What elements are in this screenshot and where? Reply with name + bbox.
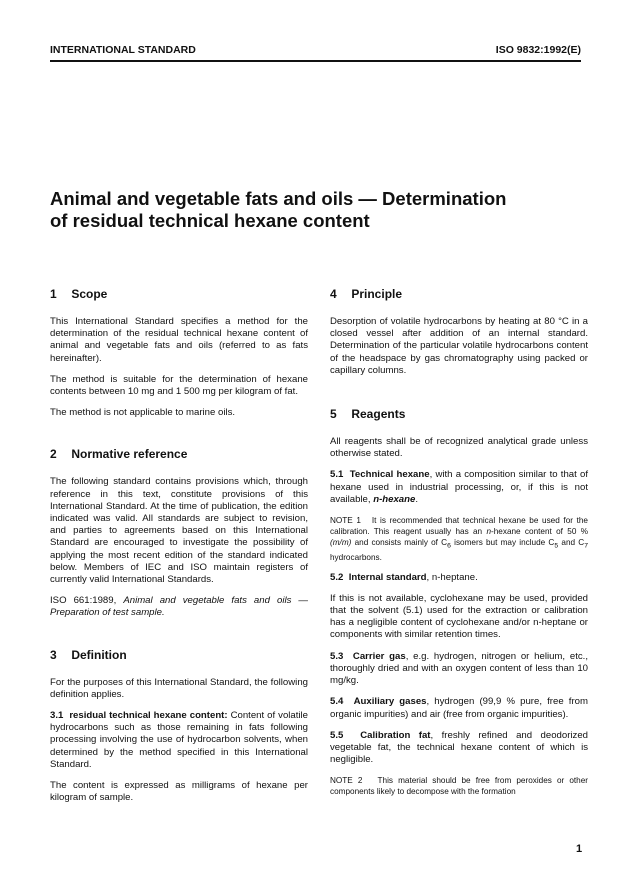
section-heading-reagents <box>330 406 588 422</box>
section-heading-principle <box>330 286 588 302</box>
reagent-5-1: 5.1 Technical hexane, with a composition similar to that of hexane used in industrial processing, or, if this is not available, n-hexane. <box>330 469 588 505</box>
document-title <box>50 188 590 232</box>
reagents-intro: All reagents shall be of recognized analytical grade unless otherwise stated. <box>330 436 588 460</box>
note-text: hydrocarbons. <box>330 552 382 562</box>
reagent-name: Auxiliary gases <box>353 696 427 708</box>
reagent-description: , hydrogen (99,9 % pure, free from organic impurities) and air (free from organic impurities). <box>330 696 588 720</box>
section-title: Scope <box>71 287 108 301</box>
scope-paragraph-3: The method is not applicable to marine oils. <box>50 407 236 419</box>
note-1 <box>330 515 588 563</box>
header-standard-type: INTERNATIONAL STANDARD <box>50 44 196 56</box>
clause-number: 5.2 <box>330 571 344 583</box>
note-text: (m/m) <box>330 538 352 548</box>
clause-number: 5.5 <box>330 729 344 741</box>
definition-intro: For the purposes of this International Standard, the following definition applies. <box>50 676 308 700</box>
section-number: 5 <box>330 407 337 422</box>
section-number: 1 <box>50 287 57 301</box>
reagent-5-3 <box>330 651 588 688</box>
section-heading-normative <box>50 446 308 462</box>
running-header <box>50 42 581 62</box>
reagent-name: Technical hexane <box>349 469 430 481</box>
normative-paragraph: The following standard contains provisions which, through reference in this text, constitute provisions of this International Standard. At the time of publication, the edition indicated was valid. All standards are subject to revision, and parties to agreements based on this International Standard are encouraged to investigate the possibility of applying the most recent edition of the standard indicated below. Members of IEC and ISO maintain registers of currently valid International Standards. <box>50 476 308 586</box>
section-title: Definition <box>71 647 127 662</box>
section-number: 4 <box>330 287 337 301</box>
section-title: Normative reference <box>71 447 188 462</box>
reagent-description: , e.g. hydrogen, nitrogen or helium, etc., thoroughly dried and with an oxygen content of less than 10 mg/kg. <box>330 650 588 687</box>
reference-id: ISO 661:1989, <box>50 595 117 607</box>
normative-reference-entry <box>50 595 308 619</box>
reagent-name: Calibration fat <box>360 729 431 741</box>
reagent-5-5 <box>330 730 588 767</box>
right-column <box>330 286 588 806</box>
clause-number: 5.3 <box>330 650 344 662</box>
reagent-5-4 <box>330 696 588 720</box>
note-text: n <box>486 527 492 537</box>
note-subscript: 6 <box>447 542 451 550</box>
note-subscript: 7 <box>584 542 588 550</box>
note-label: NOTE 1 <box>330 516 361 526</box>
note-2 <box>330 775 588 797</box>
title-line-1: Animal and vegetable fats and oils — Determination <box>50 188 507 209</box>
note-text: and consists mainly of C <box>354 538 448 548</box>
principle-paragraph: Desorption of volatile hydrocarbons by heating at 80 °C in a closed vessel after addition of an internal standard. Determination of the particular volatile hydrocarbons content of the headspace by gas chromatography using packed or capillary columns. <box>330 316 588 376</box>
scope-paragraph-1: This International Standard specifies a method for the determination of the residual technical hexane content of animal and vegetable fats and oils (referred to as fats hereinafter). <box>50 316 308 364</box>
note-text: This material should be free from peroxides or other components likely to decompose with the formation <box>330 776 588 797</box>
note-text: -hexane content of 50 % <box>491 527 588 537</box>
section-title: Reagents <box>351 407 406 422</box>
definition-unit-note: The content is expressed as milligrams of hexane per kilogram of sample. <box>50 780 308 804</box>
reagent-description: n-heptane. <box>431 571 478 583</box>
title-line-2: of residual technical hexane content <box>50 210 370 231</box>
note-text: and C <box>561 538 585 548</box>
reagent-description: , with a composition similar to that of hexane used in industrial processing, or, if this is not available, <box>330 469 588 505</box>
clause-number: 5.4 <box>330 696 344 708</box>
reagent-5-2: 5.2 Internal standard, n-heptane. <box>330 571 478 583</box>
reference-title: Animal and vegetable fats and oils — Preparation of test sample. <box>50 595 309 619</box>
defined-term: residual technical hexane content: <box>69 710 228 722</box>
clause-number: 5.1 <box>330 469 344 481</box>
note-text: isomers but may include C <box>454 538 555 548</box>
reagent-name: Carrier gas <box>352 650 406 662</box>
note-text: It is recommended that technical hexane be used for the calibration. This reagent usually has an <box>330 516 588 537</box>
section-title: Principle <box>351 287 403 301</box>
section-heading-scope <box>50 286 308 302</box>
section-number: 3 <box>50 647 57 662</box>
reagent-name: Internal standard <box>348 571 427 583</box>
left-column <box>50 286 308 813</box>
reagent-alternative: n-hexane <box>373 493 416 505</box>
page-number: 1 <box>576 843 583 855</box>
clause-number: 3.1 <box>50 710 64 722</box>
section-heading-definition <box>50 647 308 663</box>
section-number: 2 <box>50 447 57 462</box>
header-standard-number: ISO 9832:1992(E) <box>495 44 581 56</box>
scope-paragraph-2: The method is suitable for the determination of hexane contents between 10 mg and 1 500 mg per kilogram of fat. <box>50 373 308 398</box>
definition-entry <box>50 710 308 771</box>
definition-text: Content of volatile hydrocarbons such as those remaining in fats following processing involving the use of hydrocarbon solvents, when determined by the method specified in this International Standard. <box>50 710 309 770</box>
reagent-5-2-alternative: If this is not available, cyclohexane may be used, provided that the solvent (5.1) used for the extraction or calibration has a negligible content of cyclohexane and/or n-heptane or components with similar retention times. <box>330 592 588 641</box>
note-label: NOTE 2 <box>330 776 363 786</box>
note-subscript: 5 <box>554 542 559 550</box>
reagent-description: , freshly refined and deodorized vegetable fat, the technical hexane content of which is negligible. <box>330 729 589 766</box>
